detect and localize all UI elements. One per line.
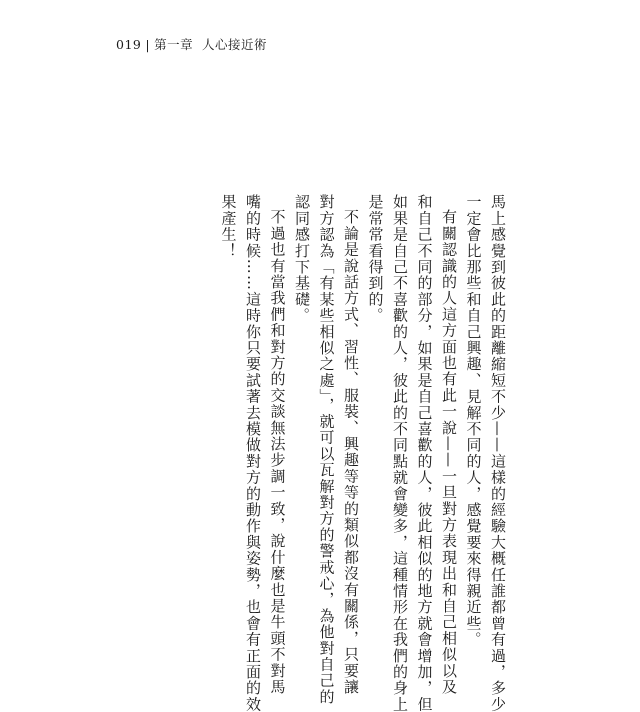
text-column: 如果是自己不喜歡的人，彼此的不同點就會變多，這種情形在我們的身上 [391,194,409,712]
chapter-label: 第一章 [154,37,194,52]
text-column: 認同感打下基礎。 [293,194,311,324]
text-column: 一定會比那些和自己興趣、見解不同的人，感覺要來得親近些。 [464,194,483,648]
running-header [116,37,267,53]
text-column: 是常常看得到的。 [366,194,385,324]
text-column: 和自己不同的部分，如果是自己喜歡的人，彼此相似的地方就會增加，但 [415,194,434,712]
text-column: 不過也有當我們和對方的交談無法步調一致，說什麼也是牛頭不對馬 [268,209,287,695]
chapter-title: 人心接近術 [202,37,268,52]
text-column: 果產生！ [219,194,238,259]
text-column: 嘴的時候……這時你只要試著去模做對方的動作與姿勢，也會有正面的效 [244,194,262,712]
text-column: 有關認識的人這方面也有此一說——一旦對方表現出和自己相似以及 [440,209,458,695]
text-column: 對方認為「有某些相似之處」，就可以瓦解對方的警戒心，為他對自己的 [317,194,336,705]
text-column: 馬上感覺到彼此的距離縮短不少——這樣的經驗大概任誰都曾有過，多少 [489,194,507,712]
text-column: 不論是說話方式、習性、服裝、興趣等等的類似都沒有關係，只要讓 [342,209,360,695]
page-number: 019 [116,37,142,52]
body-text [216,194,510,712]
header-separator: | [145,37,151,52]
